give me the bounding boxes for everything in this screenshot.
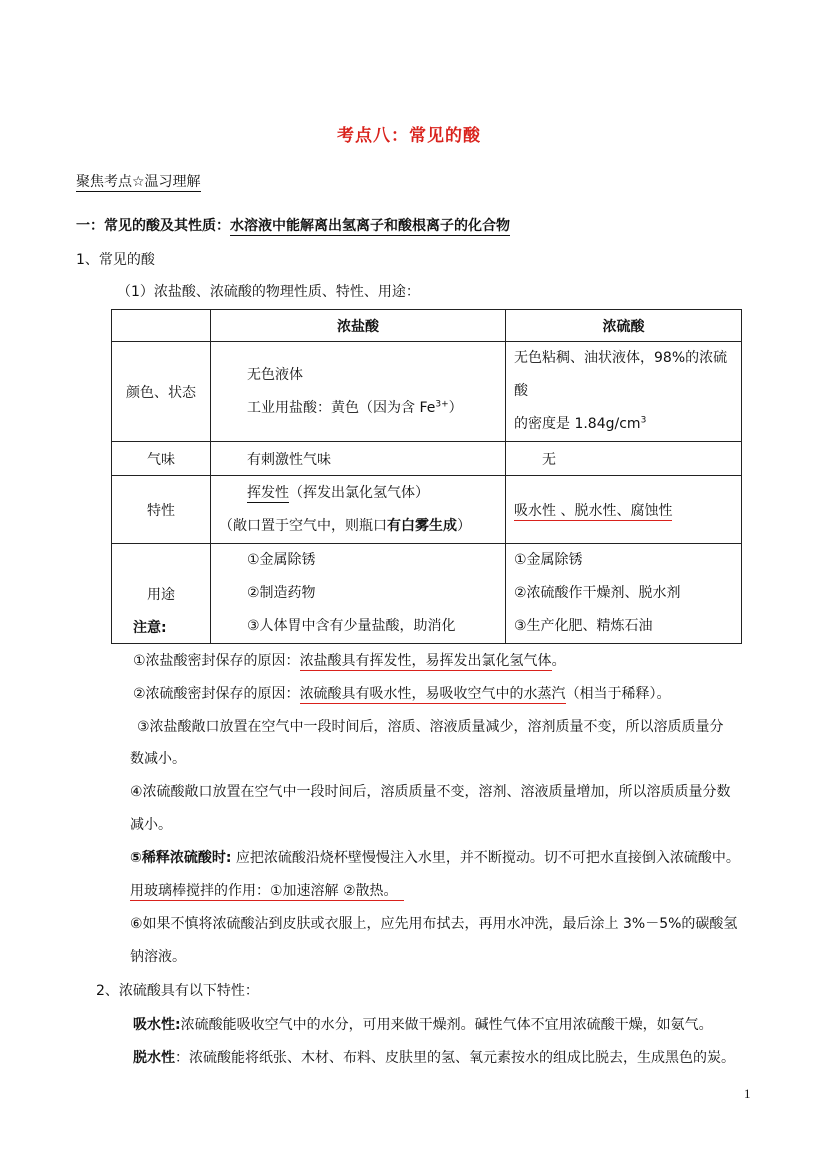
trait-water-label: 吸水性: xyxy=(133,1017,181,1033)
hcl-usage-3: ③人体胃中含有少量盐酸，助消化 xyxy=(247,618,456,634)
section1-label: 一：常见的酸及其性质： xyxy=(76,218,230,234)
hcl-property-line2-bold: 有白雾生成 xyxy=(387,517,457,534)
h2so4-usage-3: ③生产化肥、精炼石油 xyxy=(514,618,653,634)
subheading-text: 聚焦考点☆温习理解 xyxy=(76,174,201,190)
table-header-row xyxy=(112,310,742,342)
row-label-usage: 用途 xyxy=(112,544,211,644)
note-5-underlined: 用玻璃棒搅拌的作用：①加速溶解 ②散热。 xyxy=(130,883,404,901)
hcl-color-line2-text: 工业用盐酸：黄色（因为含 Fe xyxy=(247,399,436,416)
hcl-property-word: 挥发性 xyxy=(247,484,289,501)
hcl-property-line2-c: ） xyxy=(457,517,471,534)
trait-dehydration-label: 脱水性 xyxy=(133,1050,175,1066)
table-row-usage xyxy=(112,544,742,644)
row-label-smell: 气味 xyxy=(112,442,211,476)
cell-h2so4-smell: 无 xyxy=(506,442,742,476)
cell-h2so4-property xyxy=(506,476,742,544)
hcl-color-line2 xyxy=(247,392,497,425)
h2so4-color-line2 xyxy=(514,408,733,441)
cell-h2so4-usage xyxy=(506,544,742,644)
note-5-line2 xyxy=(130,881,404,901)
note-6-line2: 钠溶液。 xyxy=(130,949,186,965)
page-number: 1 xyxy=(744,1086,751,1101)
table-header-h2so4: 浓硫酸 xyxy=(506,310,742,342)
section1-heading xyxy=(76,216,510,236)
trait-dehydration-text: ：浓硫酸能将纸张、木材、布料、皮肤里的氢、氧元素按水的组成比脱去，生成黑色的炭。 xyxy=(175,1050,735,1066)
note-1-end: 。 xyxy=(551,653,566,669)
item1-subheading: （1）浓盐酸、浓硫酸的物理性质、特性、用途： xyxy=(117,284,420,300)
h2so4-usage-1: ①金属除锈 xyxy=(514,552,583,568)
acid-properties-table xyxy=(111,309,742,644)
note-6-line1: ⑥如果不慎将浓硫酸沾到皮肤或衣服上，应先用布拭去，再用水冲洗，最后涂上 3%－5%的碳酸氢 xyxy=(130,916,738,932)
note-2-underlined: 浓硫酸具有吸水性，易吸收空气中的水蒸汽 xyxy=(299,686,566,702)
note-1-lead: ①浓盐酸密封保存的原因： xyxy=(133,653,300,669)
note-3-line2: 数减小。 xyxy=(130,751,186,767)
note-5-text: 应把浓硫酸沿烧杯壁慢慢注入水里，并不断搅动。切不可把水直接倒入浓硫酸中。 xyxy=(231,850,740,866)
h2so4-color-line2-sup: 3 xyxy=(640,415,647,426)
hcl-property-line2 xyxy=(219,510,497,543)
row-label-property: 特性 xyxy=(112,476,211,544)
note-1 xyxy=(133,651,566,671)
table-row-color-state xyxy=(112,342,742,442)
hcl-property-line1 xyxy=(219,477,497,510)
hcl-usage-2: ②制造药物 xyxy=(247,585,316,601)
cell-hcl-color-state xyxy=(211,342,506,442)
item2-heading: 2、浓硫酸具有以下特性： xyxy=(96,983,259,999)
h2so4-color-line2-text: 的密度是 1.84g/cm xyxy=(514,416,641,432)
subheading xyxy=(76,172,201,192)
hcl-property-line2-a: （敞口置于空气中，则瓶口 xyxy=(219,517,387,534)
hcl-usage-1: ①金属除锈 xyxy=(247,552,316,568)
h2so4-usage-2: ②浓硫酸作干燥剂、脱水剂 xyxy=(514,585,681,601)
cell-hcl-property xyxy=(211,476,506,544)
trait-water-text: 浓硫酸能吸收空气中的水分，可用来做干燥剂。碱性气体不宜用浓硫酸干燥，如氨气。 xyxy=(180,1017,713,1033)
table-row-smell xyxy=(112,442,742,476)
hcl-color-line2-sup: 3+ xyxy=(435,398,449,409)
cell-hcl-smell: 有刺激性气味 xyxy=(211,442,506,476)
note-5-line1 xyxy=(130,848,740,868)
trait-dehydration xyxy=(133,1048,735,1068)
cell-h2so4-color-state xyxy=(506,342,742,442)
note-4-line2: 减小。 xyxy=(130,817,172,833)
hcl-color-line2-end: ） xyxy=(448,399,463,416)
item1-heading: 1、常见的酸 xyxy=(76,252,155,268)
note-4-line1: ④浓硫酸敞口放置在空气中一段时间后，溶质质量不变，溶剂、溶液质量增加，所以溶质质量分数 xyxy=(130,784,731,800)
note-2-end: （相当于稀释）。 xyxy=(565,686,671,702)
trait-water-absorption xyxy=(133,1015,713,1035)
note-5-bold: ⑤稀释浓硫酸时: xyxy=(130,850,232,866)
h2so4-color-line1: 无色粘稠、油状液体，98%的浓硫酸 xyxy=(514,350,728,399)
table-header-hcl: 浓盐酸 xyxy=(211,310,506,342)
page-title: 考点八：常见的酸 xyxy=(337,126,481,146)
table-row-property xyxy=(112,476,742,544)
note-2 xyxy=(133,684,671,704)
table-header-empty xyxy=(112,310,211,342)
hcl-color-line1: 无色液体 xyxy=(247,366,303,383)
h2so4-property-text: 吸水性 、脱水性、腐蚀性 xyxy=(514,502,673,519)
section1-definition: 水溶液中能解离出氢离子和酸根离子的化合物 xyxy=(230,218,510,234)
note-2-lead: ②浓硫酸密封保存的原因： xyxy=(133,686,300,702)
note-1-underlined: 浓盐酸具有挥发性，易挥发出氯化氢气体 xyxy=(299,653,552,669)
row-label-color-state: 颜色、状态 xyxy=(112,342,211,442)
notes-heading: 注意: xyxy=(133,620,167,636)
hcl-property-note: （挥发出氯化氢气体） xyxy=(289,484,429,501)
note-3-line1: ③浓盐酸敞口放置在空气中一段时间后，溶质、溶液质量减少，溶剂质量不变，所以溶质质量分 xyxy=(137,719,724,735)
cell-hcl-usage xyxy=(211,544,506,644)
